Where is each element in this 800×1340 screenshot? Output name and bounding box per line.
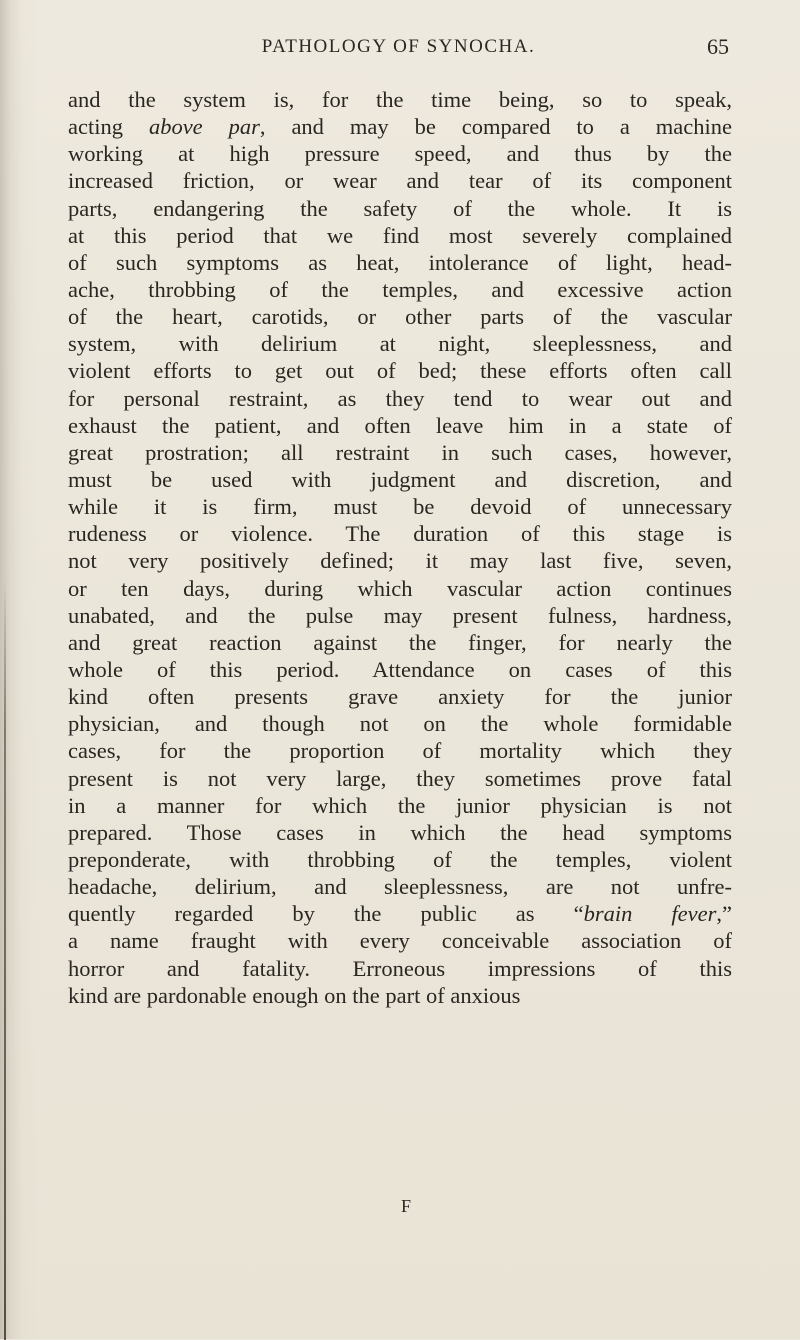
page-header	[66, 36, 731, 66]
text-line	[68, 955, 732, 982]
text-segment: whole of this period. Attendance on cases of this	[68, 656, 732, 682]
text-line	[68, 520, 732, 547]
text-segment: quently regarded by the public as “	[68, 901, 584, 927]
text-segment: physician, and though not on the whole formidable	[68, 711, 732, 737]
text-segment: increased friction, or wear and tear of its component	[68, 168, 732, 194]
text-line	[68, 575, 732, 602]
text-segment: present is not very large, they sometimes prove fatal	[68, 765, 732, 791]
text-line	[68, 765, 732, 792]
text-line	[68, 873, 732, 900]
text-line	[68, 140, 732, 167]
text-segment: unabated, and the pulse may present fulness, hardness,	[68, 602, 732, 628]
text-line	[68, 900, 732, 927]
text-line	[68, 629, 732, 656]
text-line	[68, 330, 732, 357]
text-segment: must be used with judgment and discretion, and	[68, 466, 732, 492]
text-segment: brain fever	[583, 901, 717, 927]
text-segment: , and may be compared to a machine	[259, 114, 732, 140]
text-segment: in a manner for which the junior physician is not	[68, 792, 732, 818]
text-segment: headache, delirium, and sleeplessness, are not unfre-	[68, 874, 732, 900]
text-line	[68, 385, 732, 412]
text-line	[68, 819, 732, 846]
text-segment: parts, endangering the safety of the whole. It is	[68, 195, 732, 221]
text-segment: ache, throbbing of the temples, and excessive action	[68, 276, 732, 302]
page-number: 65	[707, 34, 729, 59]
text-line	[68, 222, 732, 249]
text-line	[68, 846, 732, 873]
text-segment: and the system is, for the time being, so to speak,	[68, 87, 732, 112]
text-line	[68, 466, 732, 493]
text-segment: exhaust the patient, and often leave him in a state of	[68, 412, 732, 438]
text-line	[68, 195, 732, 222]
text-segment: at this period that we find most severely complained	[68, 222, 732, 248]
text-line	[68, 357, 732, 384]
signature-mark: F	[400, 1196, 411, 1216]
text-segment: preponderate, with throbbing of the temples, violent	[68, 846, 732, 872]
text-line	[68, 493, 732, 520]
text-segment: violent efforts to get out of bed; these efforts often call	[68, 358, 732, 384]
text-line	[68, 303, 732, 330]
running-head: PATHOLOGY OF SYNOCHA.	[261, 36, 536, 57]
text-segment: of the heart, carotids, or other parts of the vascular	[68, 304, 732, 330]
text-line	[68, 602, 732, 629]
text-segment: cases, for the proportion of mortality which they	[68, 738, 732, 764]
text-segment: prepared. Those cases in which the head symptoms	[68, 819, 732, 845]
text-segment: kind often presents grave anxiety for the junior	[68, 684, 732, 710]
text-segment: while it is firm, must be devoid of unnecessary	[68, 494, 732, 520]
text-segment: above par	[148, 114, 260, 140]
text-segment: for personal restraint, as they tend to wear out and	[68, 385, 732, 411]
body-text	[68, 86, 732, 1009]
text-segment: horror and fatality. Erroneous impressions of this	[68, 955, 732, 981]
text-line	[68, 86, 732, 113]
text-segment: great prostration; all restraint in such cases, however,	[68, 439, 732, 465]
text-line	[68, 167, 732, 194]
text-line	[68, 710, 732, 737]
binding-shadow	[4, 580, 6, 1340]
text-line	[68, 927, 732, 954]
text-segment: system, with delirium at night, sleeplessness, and	[68, 331, 732, 357]
text-segment: ,”	[716, 901, 732, 927]
text-line	[68, 412, 732, 439]
text-line	[68, 656, 732, 683]
text-segment: of such symptoms as heat, intolerance of light, head-	[68, 249, 732, 275]
text-segment: rudeness or violence. The duration of this stage is	[68, 521, 732, 547]
text-segment: kind are pardonable enough on the part of anxious	[68, 982, 521, 1008]
text-segment: acting	[68, 114, 149, 140]
text-segment: and great reaction against the finger, for nearly the	[68, 629, 732, 655]
text-line	[68, 982, 732, 1009]
text-line	[68, 276, 732, 303]
text-segment: or ten days, during which vascular action continues	[68, 575, 732, 601]
text-segment: a name fraught with every conceivable association of	[68, 928, 732, 954]
text-line	[68, 249, 732, 276]
text-segment: not very positively defined; it may last five, seven,	[68, 548, 732, 574]
text-line	[68, 547, 732, 574]
text-line	[68, 737, 732, 764]
text-line	[68, 683, 732, 710]
text-line	[68, 439, 732, 466]
text-line	[68, 792, 732, 819]
text-segment: working at high pressure speed, and thus by the	[68, 141, 732, 167]
text-line	[68, 113, 732, 140]
